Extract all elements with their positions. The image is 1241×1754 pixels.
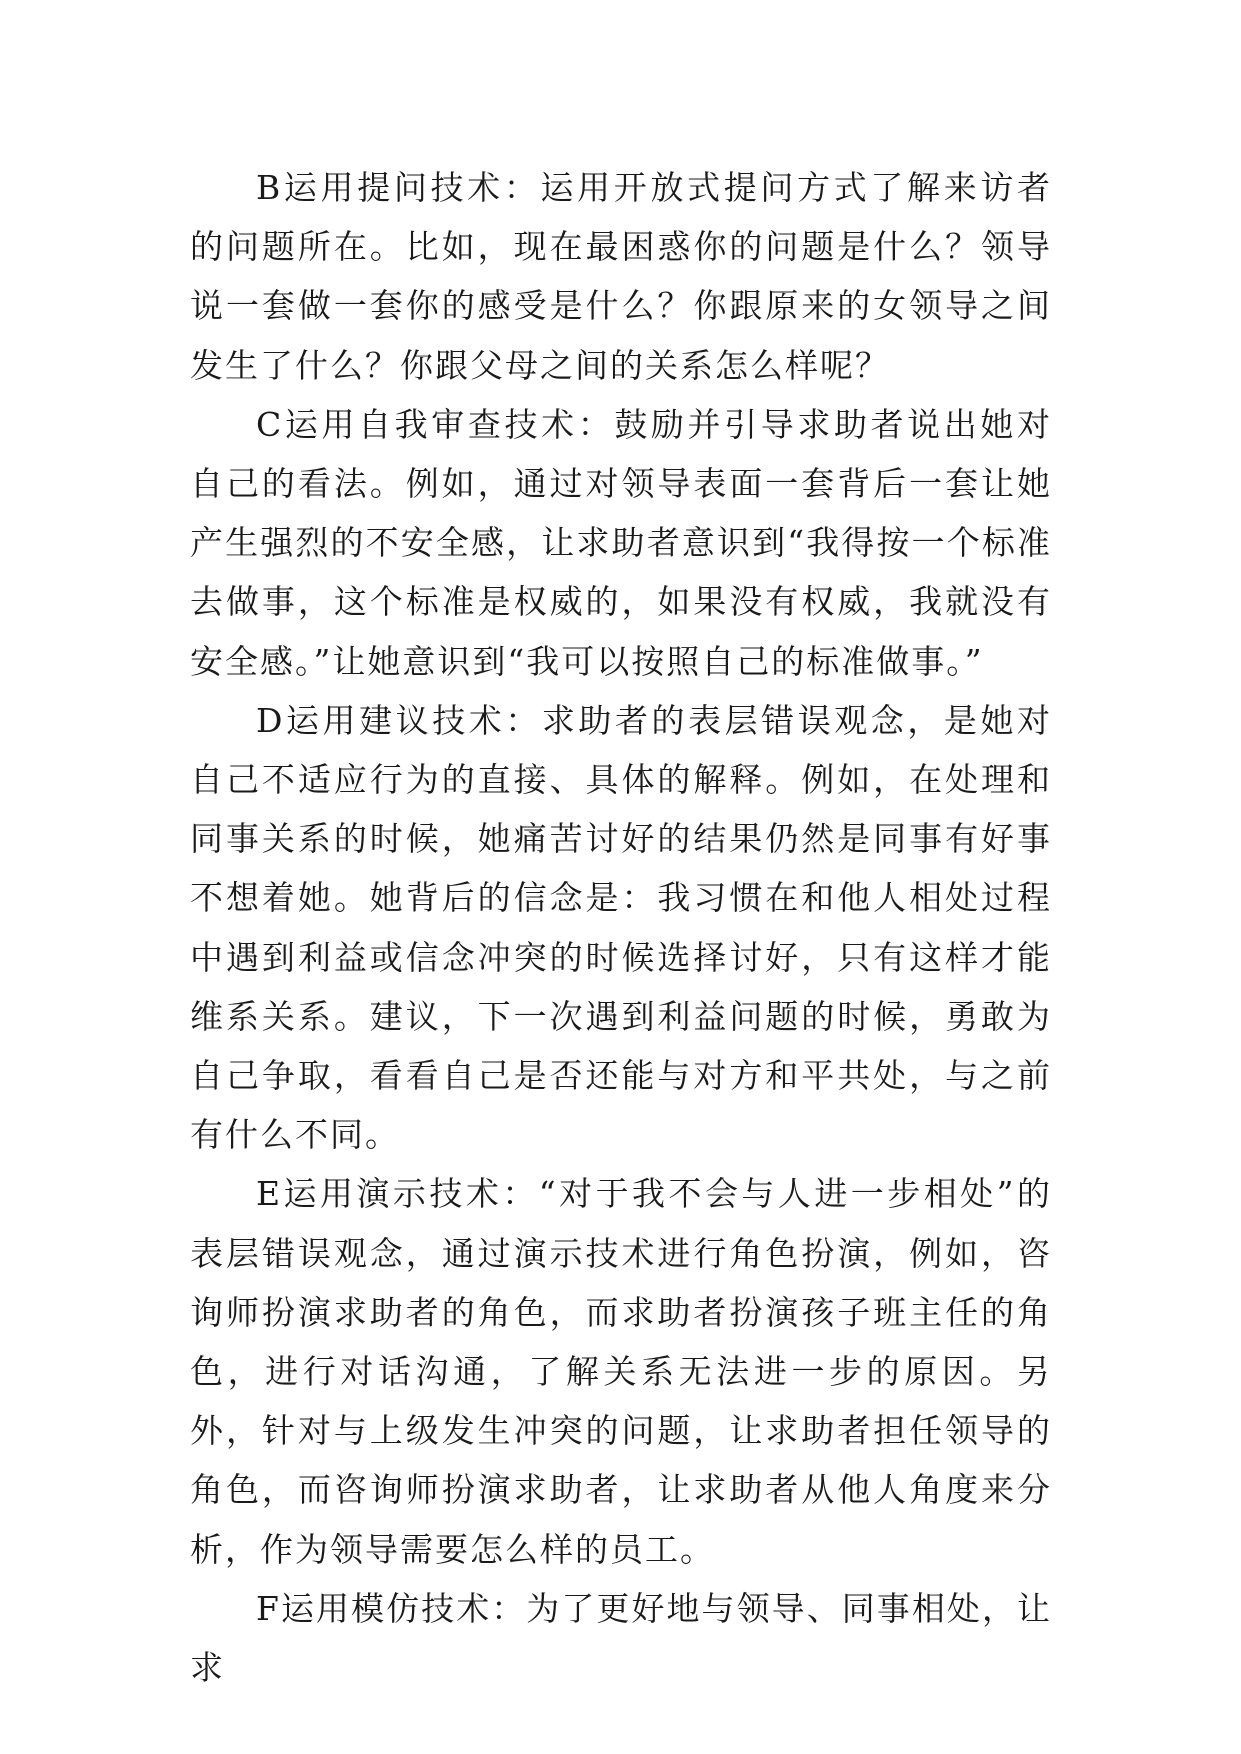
- paragraph-self-examination-technique: C运用自我审查技术：鼓励并引导求助者说出她对自己的看法。例如，通过对领导表面一套背后一套让她产生强烈的不安全感，让求助者意识到“我得按一个标准去做事，这个标准是权威的，如果没有权威，我就没有安全感。”让她意识到“我可以按照自己的标准做事。”: [190, 404, 1052, 681]
- paragraph-questioning-technique: B运用提问技术：运用开放式提问方式了解来访者的问题所在。比如，现在最困惑你的问题是什么？领导说一套做一套你的感受是什么？你跟原来的女领导之间发生了什么？你跟父母之间的关系怎么样呢？: [190, 168, 1052, 385]
- body-text: [190, 158, 1052, 1697]
- paragraph-demonstration-technique: E运用演示技术：“对于我不会与人进一步相处”的表层错误观念，通过演示技术进行角色扮演，例如，咨询师扮演求助者的角色，而求助者扮演孩子班主任的角色，进行对话沟通，了解关系无法进一步的原因。另外，针对与上级发生冲突的问题，让求助者担任领导的角色，而咨询师扮演求助者，让求助者从他人角度来分析，作为领导需要怎么样的员工。: [190, 1174, 1052, 1569]
- paragraph-imitation-technique: F运用模仿技术：为了更好地与领导、同事相处，让求: [190, 1588, 1052, 1688]
- paragraph-suggestion-technique: D运用建议技术：求助者的表层错误观念，是她对自己不适应行为的直接、具体的解释。例如，在处理和同事关系的时候，她痛苦讨好的结果仍然是同事有好事不想着她。她背后的信念是：我习惯在和他人相处过程中遇到利益或信念冲突的时候选择讨好，只有这样才能维系关系。建议，下一次遇到利益问题的时候，勇敢为自己争取，看看自己是否还能与对方和平共处，与之前有什么不同。: [190, 700, 1052, 1155]
